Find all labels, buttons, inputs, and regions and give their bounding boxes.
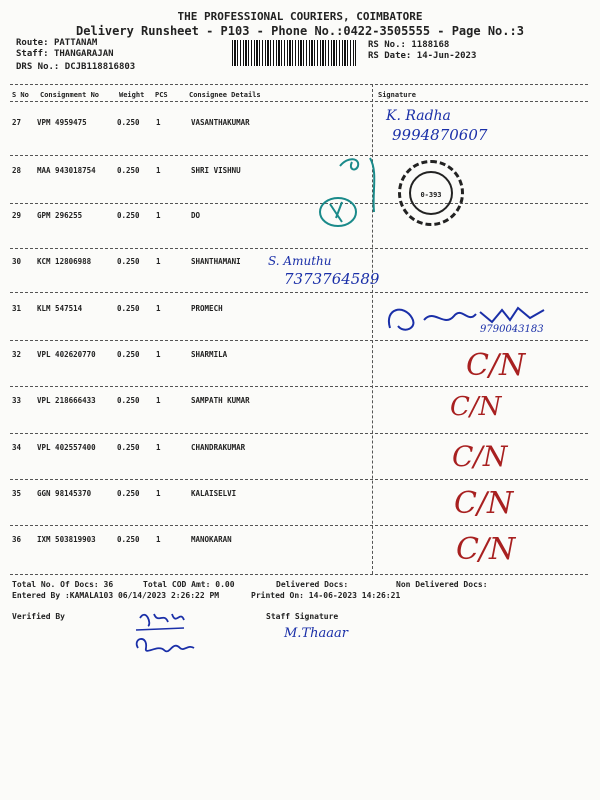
- row-divider: [10, 340, 588, 341]
- signature-row-30-name: S. Amuthu: [268, 254, 332, 268]
- row-weight: 0.250: [117, 166, 140, 175]
- row-consignment: VPM 4959475: [37, 118, 87, 127]
- row-consignee: MANOKARAN: [191, 535, 232, 544]
- delivered-docs: Delivered Docs:: [276, 580, 349, 589]
- row-weight: 0.250: [117, 489, 140, 498]
- row-divider: [10, 248, 588, 249]
- signature-row-28-29-scribble: [300, 152, 390, 240]
- row-weight: 0.250: [117, 304, 140, 313]
- table-bottom-rule: [10, 574, 588, 575]
- verified-by-label: Verified By: [12, 612, 65, 621]
- total-docs: Total No. Of Docs: 36: [12, 580, 114, 589]
- row-pcs: 1: [156, 396, 161, 405]
- row-consignment: KCM 12806988: [37, 257, 92, 266]
- row-consignment: VPL 402620770: [37, 350, 96, 359]
- row-sno: 34: [12, 443, 22, 452]
- cn-mark-row-34: C/N: [452, 440, 508, 473]
- total-cod: Total COD Amt: 0.00: [143, 580, 235, 589]
- col-weight-header: Weight: [119, 91, 145, 99]
- row-sno: 33: [12, 396, 22, 405]
- row-divider: [10, 155, 588, 156]
- route-field: Route: PATTANAM: [16, 38, 98, 48]
- staff-signature: M.Thaaar: [284, 626, 348, 641]
- row-weight: 0.250: [117, 535, 140, 544]
- row-divider: [10, 203, 588, 204]
- row-pcs: 1: [156, 489, 161, 498]
- row-sno: 36: [12, 535, 22, 544]
- row-divider: [10, 433, 588, 434]
- drs-field: DRS No.: DCJB118816803: [16, 62, 136, 72]
- row-consignee: SHARMILA: [191, 350, 228, 359]
- table-header-rule: [10, 101, 588, 102]
- row-weight: 0.250: [117, 211, 140, 220]
- row-weight: 0.250: [117, 396, 140, 405]
- row-sno: 27: [12, 118, 22, 127]
- signature-row-27-phone: 9994870607: [392, 126, 488, 144]
- col-sno-header: S No: [12, 91, 29, 99]
- col-consignee-header: Consignee Details: [189, 91, 261, 99]
- row-divider: [10, 292, 588, 293]
- row-consignee: SHANTHAMANI: [191, 257, 241, 266]
- row-consignee: VASANTHAKUMAR: [191, 118, 250, 127]
- row-consignee: KALAISELVI: [191, 489, 237, 498]
- cn-mark-row-35: C/N: [454, 486, 514, 521]
- table-top-rule: [10, 84, 588, 85]
- row-consignment: MAA 943018754: [37, 166, 96, 175]
- signature-row-31-phone: 9790043183: [480, 324, 544, 335]
- row-pcs: 1: [156, 118, 161, 127]
- runsheet-subtitle: Delivery Runsheet - P103 - Phone No.:0422-3505555 - Page No.:3: [76, 24, 524, 38]
- row-divider: [10, 386, 588, 387]
- cn-mark-row-36: C/N: [456, 532, 516, 567]
- company-title: THE PROFESSIONAL COURIERS, COIMBATORE: [177, 10, 423, 23]
- row-divider: [10, 525, 588, 526]
- drs-value: DCJB118816803: [64, 62, 136, 72]
- row-weight: 0.250: [117, 118, 140, 127]
- row-weight: 0.250: [117, 443, 140, 452]
- row-sno: 30: [12, 257, 22, 266]
- rs-no-field: RS No.: 1188168: [368, 40, 450, 50]
- row-pcs: 1: [156, 535, 161, 544]
- row-consignment: KLM 547514: [37, 304, 83, 313]
- row-pcs: 1: [156, 257, 161, 266]
- row-divider: [10, 479, 588, 480]
- cn-mark-row-32: C/N: [466, 348, 526, 383]
- col-pcs-header: PCS: [155, 91, 168, 99]
- row-consignee: SHRI VISHNU: [191, 166, 241, 175]
- non-delivered-docs: Non Delivered Docs:: [396, 580, 488, 589]
- row-sno: 29: [12, 211, 22, 220]
- printed-on: Printed On: 14-06-2023 14:26:21: [251, 591, 401, 600]
- route-value: PATTANAM: [53, 38, 98, 48]
- entered-by: Entered By :KAMALA103 06/14/2023 2:26:22 PM: [12, 591, 220, 600]
- row-consignee: PROMECH: [191, 304, 223, 313]
- col-consignment-header: Consignment No: [40, 91, 100, 99]
- barcode: [232, 40, 356, 66]
- row-consignee: DO: [191, 211, 201, 220]
- row-consignment: IXM 503819903: [37, 535, 96, 544]
- verifier-signature: [128, 604, 208, 664]
- row-pcs: 1: [156, 350, 161, 359]
- row-sno: 35: [12, 489, 22, 498]
- signature-row-30-phone: 7373764589: [284, 270, 380, 288]
- row-sno: 28: [12, 166, 22, 175]
- row-pcs: 1: [156, 211, 161, 220]
- row-pcs: 1: [156, 166, 161, 175]
- signature-row-27-name: K. Radha: [386, 108, 451, 124]
- row-pcs: 1: [156, 304, 161, 313]
- delivery-stamp: 0-393: [398, 160, 464, 226]
- staff-value: THANGARAJAN: [53, 49, 114, 59]
- staff-field: Staff: THANGARAJAN: [16, 49, 114, 59]
- row-weight: 0.250: [117, 350, 140, 359]
- row-sno: 32: [12, 350, 22, 359]
- row-sno: 31: [12, 304, 22, 313]
- row-consignment: VPL 402557400: [37, 443, 96, 452]
- row-pcs: 1: [156, 443, 161, 452]
- staff-signature-label: Staff Signature: [266, 612, 339, 621]
- row-consignment: GGN 98145370: [37, 489, 92, 498]
- cn-mark-row-33: C/N: [450, 392, 502, 422]
- row-consignment: GPM 296255: [37, 211, 83, 220]
- col-signature-header: Signature: [378, 91, 416, 99]
- row-consignment: VPL 218666433: [37, 396, 96, 405]
- row-consignee: CHANDRAKUMAR: [191, 443, 246, 452]
- row-weight: 0.250: [117, 257, 140, 266]
- row-consignee: SAMPATH KUMAR: [191, 396, 250, 405]
- rs-date-field: RS Date: 14-Jun-2023: [368, 51, 477, 61]
